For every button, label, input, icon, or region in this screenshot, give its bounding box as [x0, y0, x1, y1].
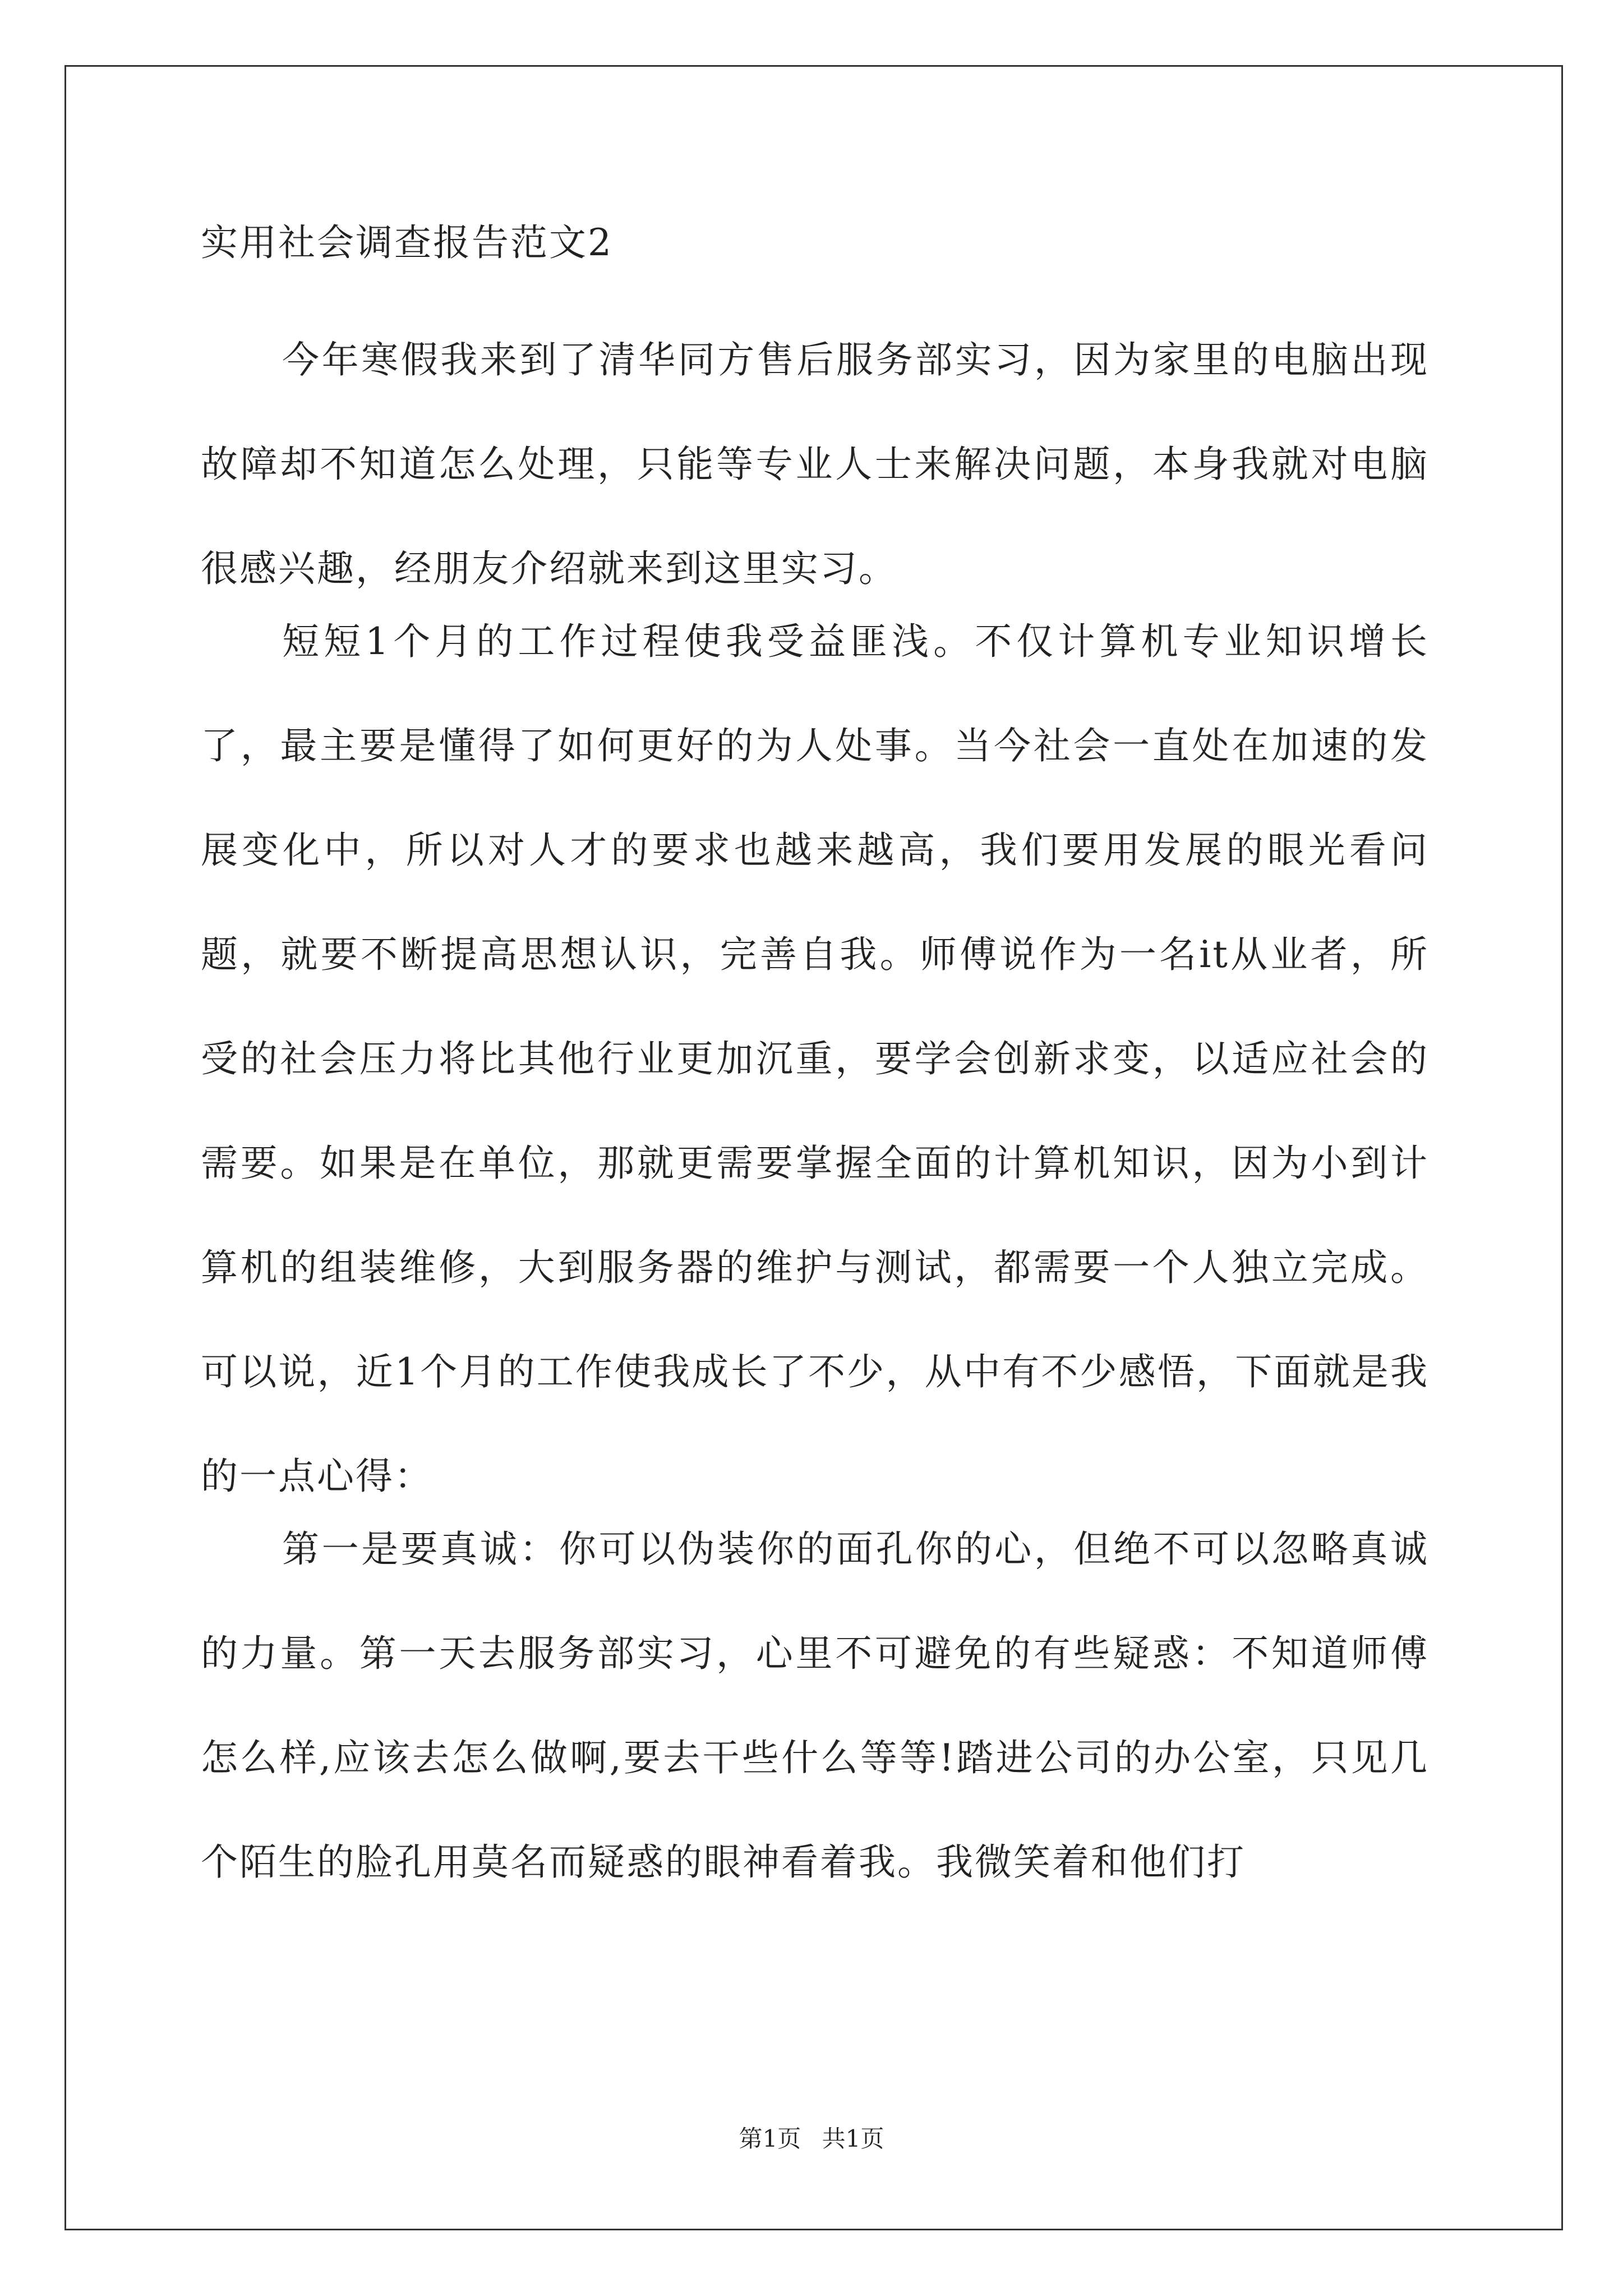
- paragraph-2: 短短1个月的工作过程使我受益匪浅。不仅计算机专业知识增长了，最主要是懂得了如何更好的为人处事。当今社会一直处在加速的发展变化中，所以对人才的要求也越来越高，我们要用发展的眼光看问题，就要不断提高思想认识，完善自我。师傅说作为一名it从业者，所受的社会压力将比其他行业更加沉重，要学会创新求变，以适应社会的需要。如果是在单位，那就更需要掌握全面的计算机知识，因为小到计算机的组装维修，大到服务器的维护与测试，都需要一个人独立完成。可以说，近1个月的工作使我成长了不少，从中有不少感悟，下面就是我的一点心得：: [201, 620, 1429, 1498]
- document-title: 实用社会调查报告范文2: [201, 221, 613, 264]
- page-footer: [0, 2125, 1623, 2153]
- paragraph-3: 第一是要真诚：你可以伪装你的面孔你的心，但绝不可以忽略真诚的力量。第一天去服务部实习，心里不可避免的有些疑惑：不知道师傅怎么样,应该去怎么做啊,要去干些什么等等!踏进公司的办公室，只见几个陌生的脸孔用莫名而疑惑的眼神看着我。我微笑着和他们打: [201, 1527, 1429, 1884]
- page-number: 第1页: [739, 2125, 801, 2152]
- page-total: 共1页: [822, 2125, 884, 2152]
- paragraph-1: 今年寒假我来到了清华同方售后服务部实习，因为家里的电脑出现故障却不知道怎么处理，只能等专业人士来解决问题，本身我就对电脑很感兴趣，经朋友介绍就来到这里实习。: [201, 338, 1429, 590]
- document-body: [201, 222, 1429, 1915]
